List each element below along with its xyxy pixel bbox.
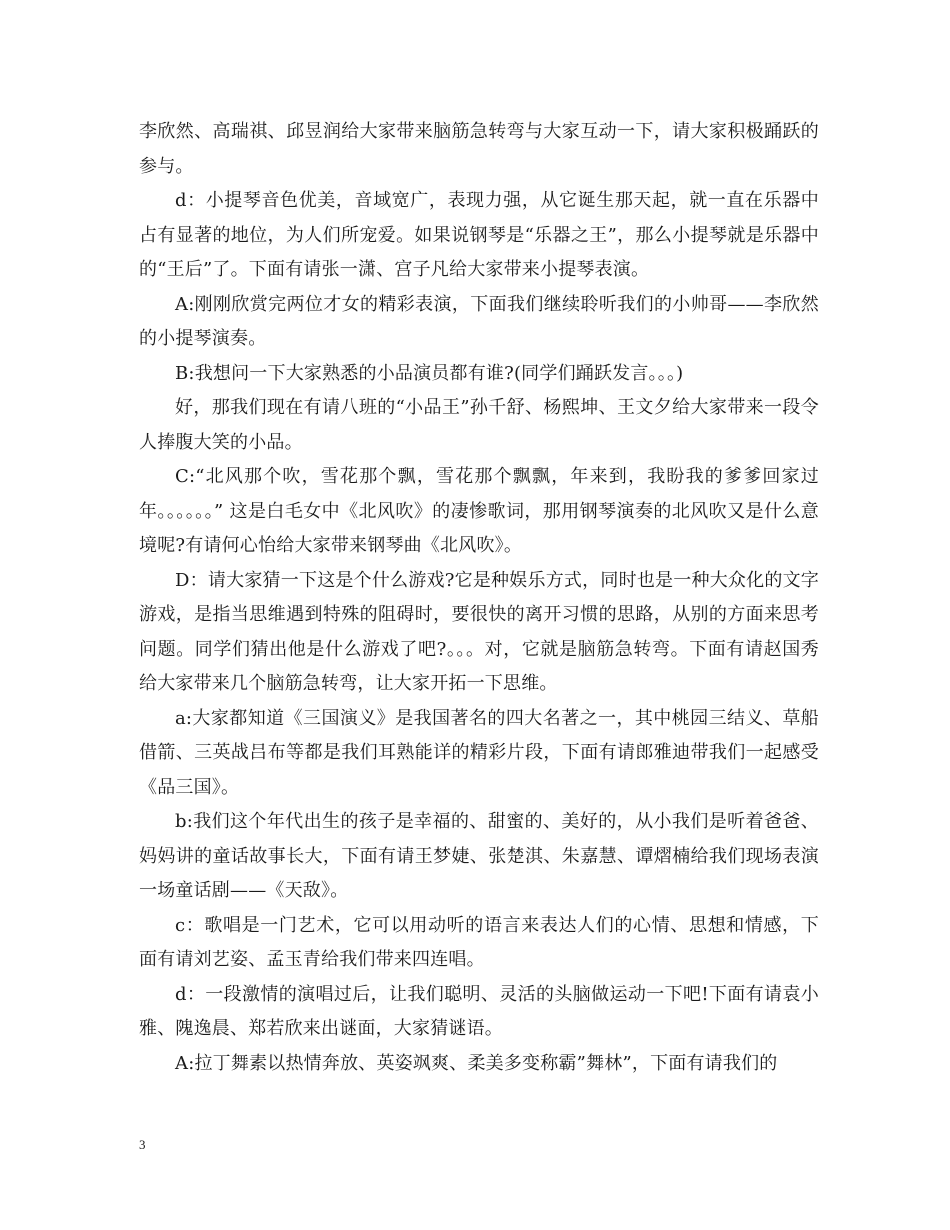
paragraph-1: 李欣然、高瑞祺、邱昱润给大家带来脑筋急转弯与大家互动一下，请大家积极踊跃的参与。 [139, 121, 819, 177]
paragraph-7: D：请大家猜一下这是个什么游戏?它是种娱乐方式，同时也是一种大众化的文字游戏，是指当思维遇到特殊的阻碍时，要很快的离开习惯的思路，从别的方面来思考问题。同学们猜出他是什么游戏了吧?。。。对，它就是脑筋急转弯。下面有请赵国秀给大家带来几个脑筋急转弯，让大家开拓一下思维。 [139, 569, 819, 694]
paragraph-5: 好，那我们现在有请八班的“小品王”孙千舒、杨熙坤、王文夕给大家带来一段令人捧腹大笑的小品。 [139, 397, 819, 453]
paragraph-8: a:大家都知道《三国演义》是我国著名的四大名著之一，其中桃园三结义、草船借箭、三英战吕布等都是我们耳熟能详的精彩片段，下面有请郎雅迪带我们一起感受《品三国》。 [139, 707, 819, 798]
paragraph-9: b:我们这个年代出生的孩子是幸福的、甜蜜的、美好的，从小我们是听着爸爸、妈妈讲的童话故事长大，下面有请王梦婕、张楚淇、朱嘉慧、谭熠楠给我们现场表演一场童话剧——《天敌》。 [139, 811, 819, 901]
body-text [139, 115, 819, 1081]
paragraph-12: A:拉丁舞素以热情奔放、英姿飒爽、柔美多变称霸”舞林”，下面有请我们的 [175, 1052, 778, 1074]
paragraph-11: d：一段激情的演唱过后，让我们聪明、灵活的头脑做运动一下吧!下面有请袁小雅、隗逸晨、郑若欣来出谜面，大家猜谜语。 [139, 983, 819, 1039]
paragraph-10: c：歌唱是一门艺术，它可以用动听的语言来表达人们的心情、思想和情感，下面有请刘艺姿、孟玉青给我们带来四连唱。 [139, 914, 819, 970]
page-number: 3 [139, 1137, 146, 1152]
paragraph-2: d：小提琴音色优美，音域宽广，表现力强，从它诞生那天起，就一直在乐器中占有显著的地位，为人们所宠爱。如果说钢琴是“乐器之王”，那么小提琴就是乐器中的“王后”了。下面有请张一潇、宫子凡给大家带来小提琴表演。 [139, 190, 819, 280]
paragraph-6: C:“北风那个吹，雪花那个飘，雪花那个飘飘，年来到，我盼我的爹爹回家过年。。。。。。” 这是白毛女中《北风吹》的凄惨歌词，那用钢琴演奏的北风吹又是什么意境呢?有请何心怡给大家带来钢琴曲《北风吹》。 [139, 466, 819, 556]
paragraph-4: B:我想问一下大家熟悉的小品演员都有谁?(同学们踊跃发言。。。) [175, 362, 684, 384]
paragraph-3: A:刚刚欣赏完两位才女的精彩表演，下面我们继续聆听我们的小帅哥——李欣然的小提琴演奏。 [139, 293, 819, 349]
